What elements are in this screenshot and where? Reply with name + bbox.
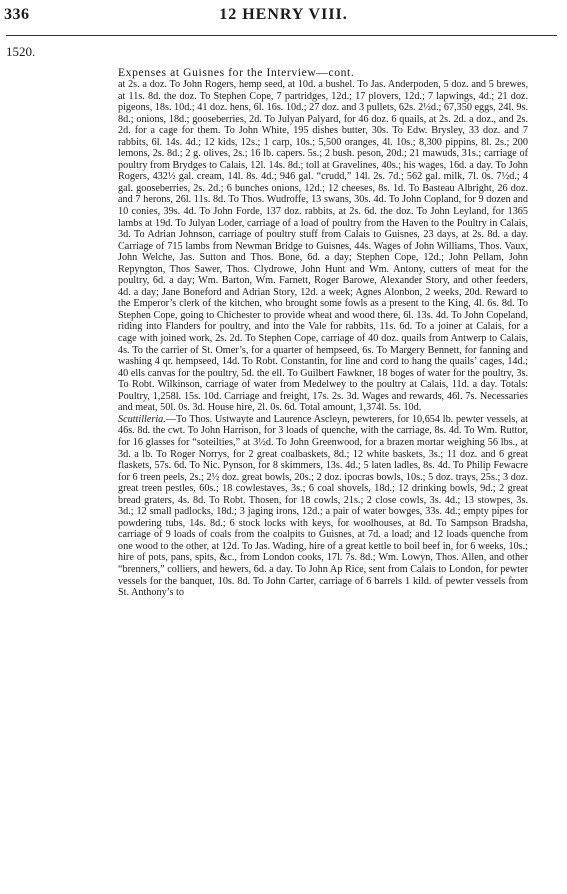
page-number: 336 [4,6,30,23]
running-head: 12 HENRY VIII. [219,6,348,23]
paragraph-scuttilleria [118,414,528,599]
paragraph-poultry-expenses [118,79,528,414]
paragraph-text: at 2s. a doz. To John Rogers, hemp seed, at 10d. a bushel. To Jas. Anderpoden, 5 doz. and 5 brewes, at 11s. 8d. the doz. To Stephen Cope, 7 partridges, 12d.; 17 plovers, 12d.; 7 lapwings, 4d.; 21 doz. pigeons, 18s. 10d.; 41 doz. hens, 6l. 16s. 10d.; 27 doz. and 3 pullets, 62s. 2½d.; 67,350 eggs, 24l. 9s. 8d.; onions, 18d.; gooseberries, 2d. To Julyan Palyard, for 46 doz. 6 quails, at 2s. 2d. a doz., and 2s. 2d. for a cage for them. To John White, 195 dishes butter, 30s. To Edw. Brysley, 33 doz. and 7 rabbits, 6l. 14s. 4d.; 12 kids, 12s.; 1 carp, 10s.; 5,500 oranges, 4l. 10s.; 8,300 pippins, 8l. 2s.; 200 lemons, 2s. 8d.; 2 g. olives, 2s.; 16 lb. capers. 5s.; 2 bush. peson, 20d.; 21 mawuds, 31s.; carriage of poultry from Brydges to Calais, 12l. 14s. 8d.; toll at Gravelines, 40s.; his wages, 16d. a day. To John Rogers, 432½ gal. cream, 14l. 8s. 4d.; 946 gal. “crudd,” 14l. 2s. 7d.; 562 gal. milk, 7l. 0s. 7½d.; 4 gal. gooseberries, 2s. 2d.; 6 bunches onions, 12d.; 12 cheeses, 8s. 1d. To Basteau Albright, 26 doz. and 7 herons, 26l. 11s. 8d. To Thos. Wudroffe, 13 swans, 30s. 4d. To John Copland, for 9 dozen and 10 conies, 39s. 4d. To John Forde, 137 doz. rabbits, at 2s. 6d. the doz. To John Leyland, for 1365 lambs at 19d. To Julyan Loder, carriage of a load of poultry from the Haven to the Poultry in Calais, 3d. To Adrian Johnson, carriage of poultry stuff from Calais to Guisnes, 23 days, at 2s. 8d. a day. Carriage of 715 lambs from Newman Bridge to Guisnes, 44s. Wages of John Williams, Thos. Vaux, John Welche, Jas. Sutton and Thos. Bone, 6d. a day; Stephen Cope, 12d.; John Pellam, John Repyngton, Thos Sawer, Thos. Clydrowe, John Hunt and Wm. Antony, cutters of meat for the poultry, 6d. a day; Wm. Barton, Wm. Farnett, Roger Barowe, Alexander Story, and other feeders, 4d. a day; Jane Boneford and Adrian Story, 12d. a week; Agnes Alonbon, 2 weeks, 20d. Reward to the Emperor’s clerk of the kitchen, who brought some fowls as a present to the King, 4l. 6s. 8d. To Stephen Cope, going to Chichester to provide wheat and wood there, 6l. 13s. 4d. To John Copeland, riding into Flanders for poultry, and into the Vale for rabbits, 11s. 6d. To a joiner at Calais, for a cage with joined work, 2s. 2d. To Stephen Cope, carriage of 40 doz. quails from Antwerp to Calais, 4s. To the carrier of St. Omer’s, for a quarter of hempseed, 6s. To Margery Bennett, for fanning and washing 4 qr. hempseed, 14d. To Robt. Constantin, for line and cord to hang the quails’ cages, 14d.; 40 ells canvas for the poultry, 5d. the ell. To Guilbert Fawkner, 18 boges of water for the poultry, 3s. To Robt. Wilkinson, carriage of water from Medelwey to the poultry at Calais, 11d. a day. Totals: Poultry, 1,258l. 15s. 10d. Carriage and freight, 17s. 2s. 3d. Wages and rewards, 46l. 7s. Necessaries and meat, 50l. 0s. 3d. House hire, 2l. 0s. 6d. Total amount, 1,374l. 5s. 10d. [118,79,528,414]
header-rule [6,35,557,36]
section-heading: Expenses at Guisnes for the Interview—cont. [118,66,355,79]
paragraph-text: —To Thos. Ustwayte and Laurence Ascleyn, pewterers, for 10,654 lb. pewter vessels, at 46s. 8d. the cwt. To John Harrison, for 3 loads of quenche, with the carriage, 8s. 4d. To Wm. Ruttor, for 16 glasses for “soteilties,” at 3½d. To John Greenwood, for a brazen mortar weighing 56 lbs., at 3d. a lb. To Roger Norrys, for 2 great coalbaskets, 8d.; 12 white baskets, 3s.; 11 doz. and 6 great flaskets, 57s. 6d. To Nic. Pynson, for 8 skimmers, 13s. 4d.; 5 laten ladles, 8s. 4d. To Philip Fewacre for 6 treen peels, 2s.; 2½ doz. great bowls, 20s.; 2 doz. ipocras bowls, 10s.; 5 doz. trays, 25s.; 3 doz. great treen pestles, 60s.; 18 cowlestaves, 3s.; 6 coal shovels, 18d.; 12 drinking bowls, 9d.; 2 great bread graters, 4s. 8d. To Robt. Thosen, for 18 cowls, 21s.; 2 close cowls, 3s. 4d.; 13 stowpes, 3s. 3d.; 12 small padlocks, 18d.; 3 jaging irons, 12d.; a pair of water bowges, 33s. 4d.; empty pipes for powdering tubs, 14s. 8d.; 6 stock locks with keys, for woolhouses, at 8d. To Sampson Bradsha, carriage of 9 loads of coals from the coalpits to Guisnes, at 7d. a load; and 12 loads quenche from one wood to the other, at 12d. To Jas. Wading, hire of a great kettle to boil beef in, for 6 weeks, 10s.; hire of pots, pans, spits, &c., from London cooks, 17l. 7s. 8d.; Wm. Lowyn, Thos. Allen, and other “brenners,” colliers, and hewers, 6d. a day. To John Ap Rice, sent from Calais to London, for pewter vessels for the banquet, 10s. 8d. To John Carter, carriage of 6 barrels 1 kild. of pewter vessels from St. Anthony’s to [118,413,528,599]
year-margin-note: 1520. [6,44,36,59]
paragraph-label: Scuttilleria. [118,413,166,425]
document-body [118,79,528,599]
